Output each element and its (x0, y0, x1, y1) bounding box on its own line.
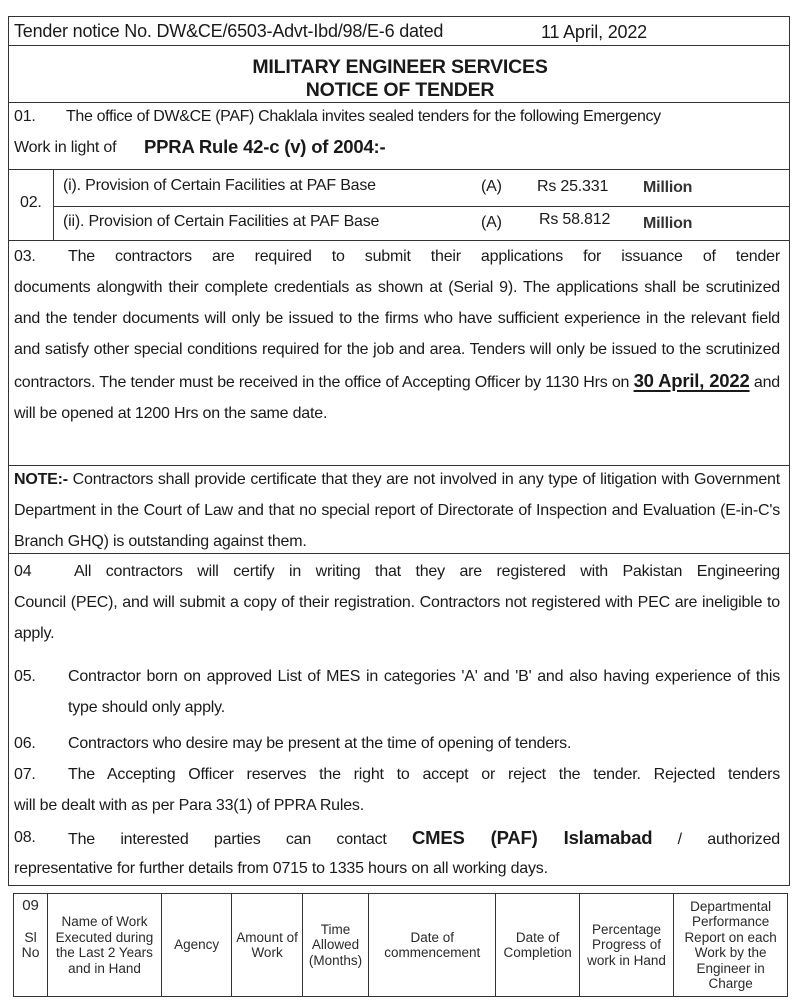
para-03-first-line (68, 241, 780, 272)
col-time-allowed: Time Allowed (Months) (302, 894, 368, 997)
para-07-number: 07. (14, 766, 36, 783)
para-07-body: will be dealt with as per Para 33(1) of PPRA Rules. (14, 797, 364, 814)
col-progress: Percentage Progress of work in Hand (579, 894, 673, 997)
col-amount: Amount of Work (232, 894, 303, 997)
item-2-category: (A) (481, 214, 502, 231)
para-06-number: 06. (14, 735, 36, 752)
item-1-unit: Million (643, 179, 693, 196)
note-paragraph (14, 464, 780, 557)
item-1-amount: Rs 25.331 (537, 178, 609, 195)
note-text: Contractors shall provide certificate that they are not involved in any type of litigation with Government Department in the Court of Law and that no special report of Directorate of Inspection and Evaluation (E-in-C's Branch GHQ) is outstanding against them. (14, 471, 780, 550)
notice-date: 11 April, 2022 (541, 22, 647, 42)
note-label: NOTE:- (14, 471, 68, 488)
col-name-of-work: Name of Work Executed during the Last 2 Years and in Hand (48, 894, 162, 997)
para-08-line2: representative for further details from 0715 to 1335 hours on all working days. (14, 860, 548, 877)
contact-office: CMES (PAF) Islamabad (411, 827, 653, 848)
col-performance-report: Departmental Performance Report on each Work by the Engineer in Charge (674, 894, 788, 997)
para-04-first-line (74, 556, 780, 587)
para-01-line2-prefix: Work in light of (14, 139, 117, 156)
para-05-number: 05. (14, 668, 36, 685)
title-notice: NOTICE OF TENDER (305, 79, 495, 101)
para-01-line1: The office of DW&CE (PAF) Chaklala invites sealed tenders for the following Emergency (66, 108, 661, 125)
table-header-row (14, 894, 788, 997)
submission-deadline: 30 April, 2022 (633, 370, 750, 391)
para-02-divider (53, 170, 54, 240)
para-01-number: 01. (14, 108, 36, 125)
item-2-description: (ii). Provision of Certain Facilities at PAF Base (63, 213, 380, 230)
col-commencement: Date of commencement (369, 894, 496, 997)
para-04-body-text: Council (PEC), and will submit a copy of their registration. Contractors not registered with PEC are ineligible to apply. (14, 594, 780, 642)
para-04-number: 04 (14, 563, 32, 580)
para-08-suffix: / authorized (677, 831, 780, 848)
item-1-category: (A) (481, 178, 502, 195)
col-header-sl-no: Sl No (21, 928, 40, 960)
para-04-first-text: All contractors will certify in writing that they are registered with Pakistan Engineering (74, 563, 780, 580)
item-1-description: (i). Provision of Certain Facilities at PAF Base (63, 177, 376, 194)
notice-number: Tender notice No. DW&CE/6503-Advt-Ibd/98/E-6 dated (14, 21, 444, 41)
para-06-text: Contractors who desire may be present at the time of opening of tenders. (68, 735, 572, 752)
para-07-first-line (68, 759, 780, 790)
col-completion: Date of Completion (496, 894, 579, 997)
para-09-number: 09 (22, 897, 39, 914)
para-03-end-text: and will be opened at 1200 Hrs on the same date. (14, 374, 780, 422)
para-03-number: 03. (14, 248, 36, 265)
para-05-text: Contractor born on approved List of MES in categories 'A' and 'B' and also having experience of this type should only apply. (68, 668, 780, 716)
para-03-first-text: The contractors are required to submit their applications for issuance of tender (68, 248, 780, 265)
para-02-number: 02. (20, 194, 42, 211)
item-2-unit: Million (643, 215, 693, 232)
experience-table (13, 893, 788, 997)
para-03-body (14, 272, 780, 429)
para-08-first-line (68, 822, 780, 855)
para-08-prefix: The interested parties can contact (68, 831, 387, 848)
title-org: MILITARY ENGINEER SERVICES (252, 56, 548, 78)
para-07-first-text: The Accepting Officer reserves the right to accept or reject the tender. Rejected tenders (68, 766, 780, 783)
col-sl-no (14, 894, 48, 997)
ppra-rule: PPRA Rule 42-c (v) of 2004:- (144, 136, 386, 157)
para-08-number: 08. (14, 829, 36, 846)
para-03-body-text: documents alongwith their complete credentials as shown at (Serial 9). The applications shall be scrutinized and the tender documents will only be issued to the firms who have sufficient experience in the relevant field and satisfy other special conditions required for the job and area. Tenders will only be issued to the scrutinized contractors. The tender must be received in the office of Accepting Officer by 1130 Hrs on (14, 279, 780, 391)
col-agency: Agency (161, 894, 232, 997)
para-02-row-divider (54, 206, 790, 207)
para-04-body (14, 587, 780, 649)
item-2-amount: Rs 58.812 (539, 211, 611, 228)
